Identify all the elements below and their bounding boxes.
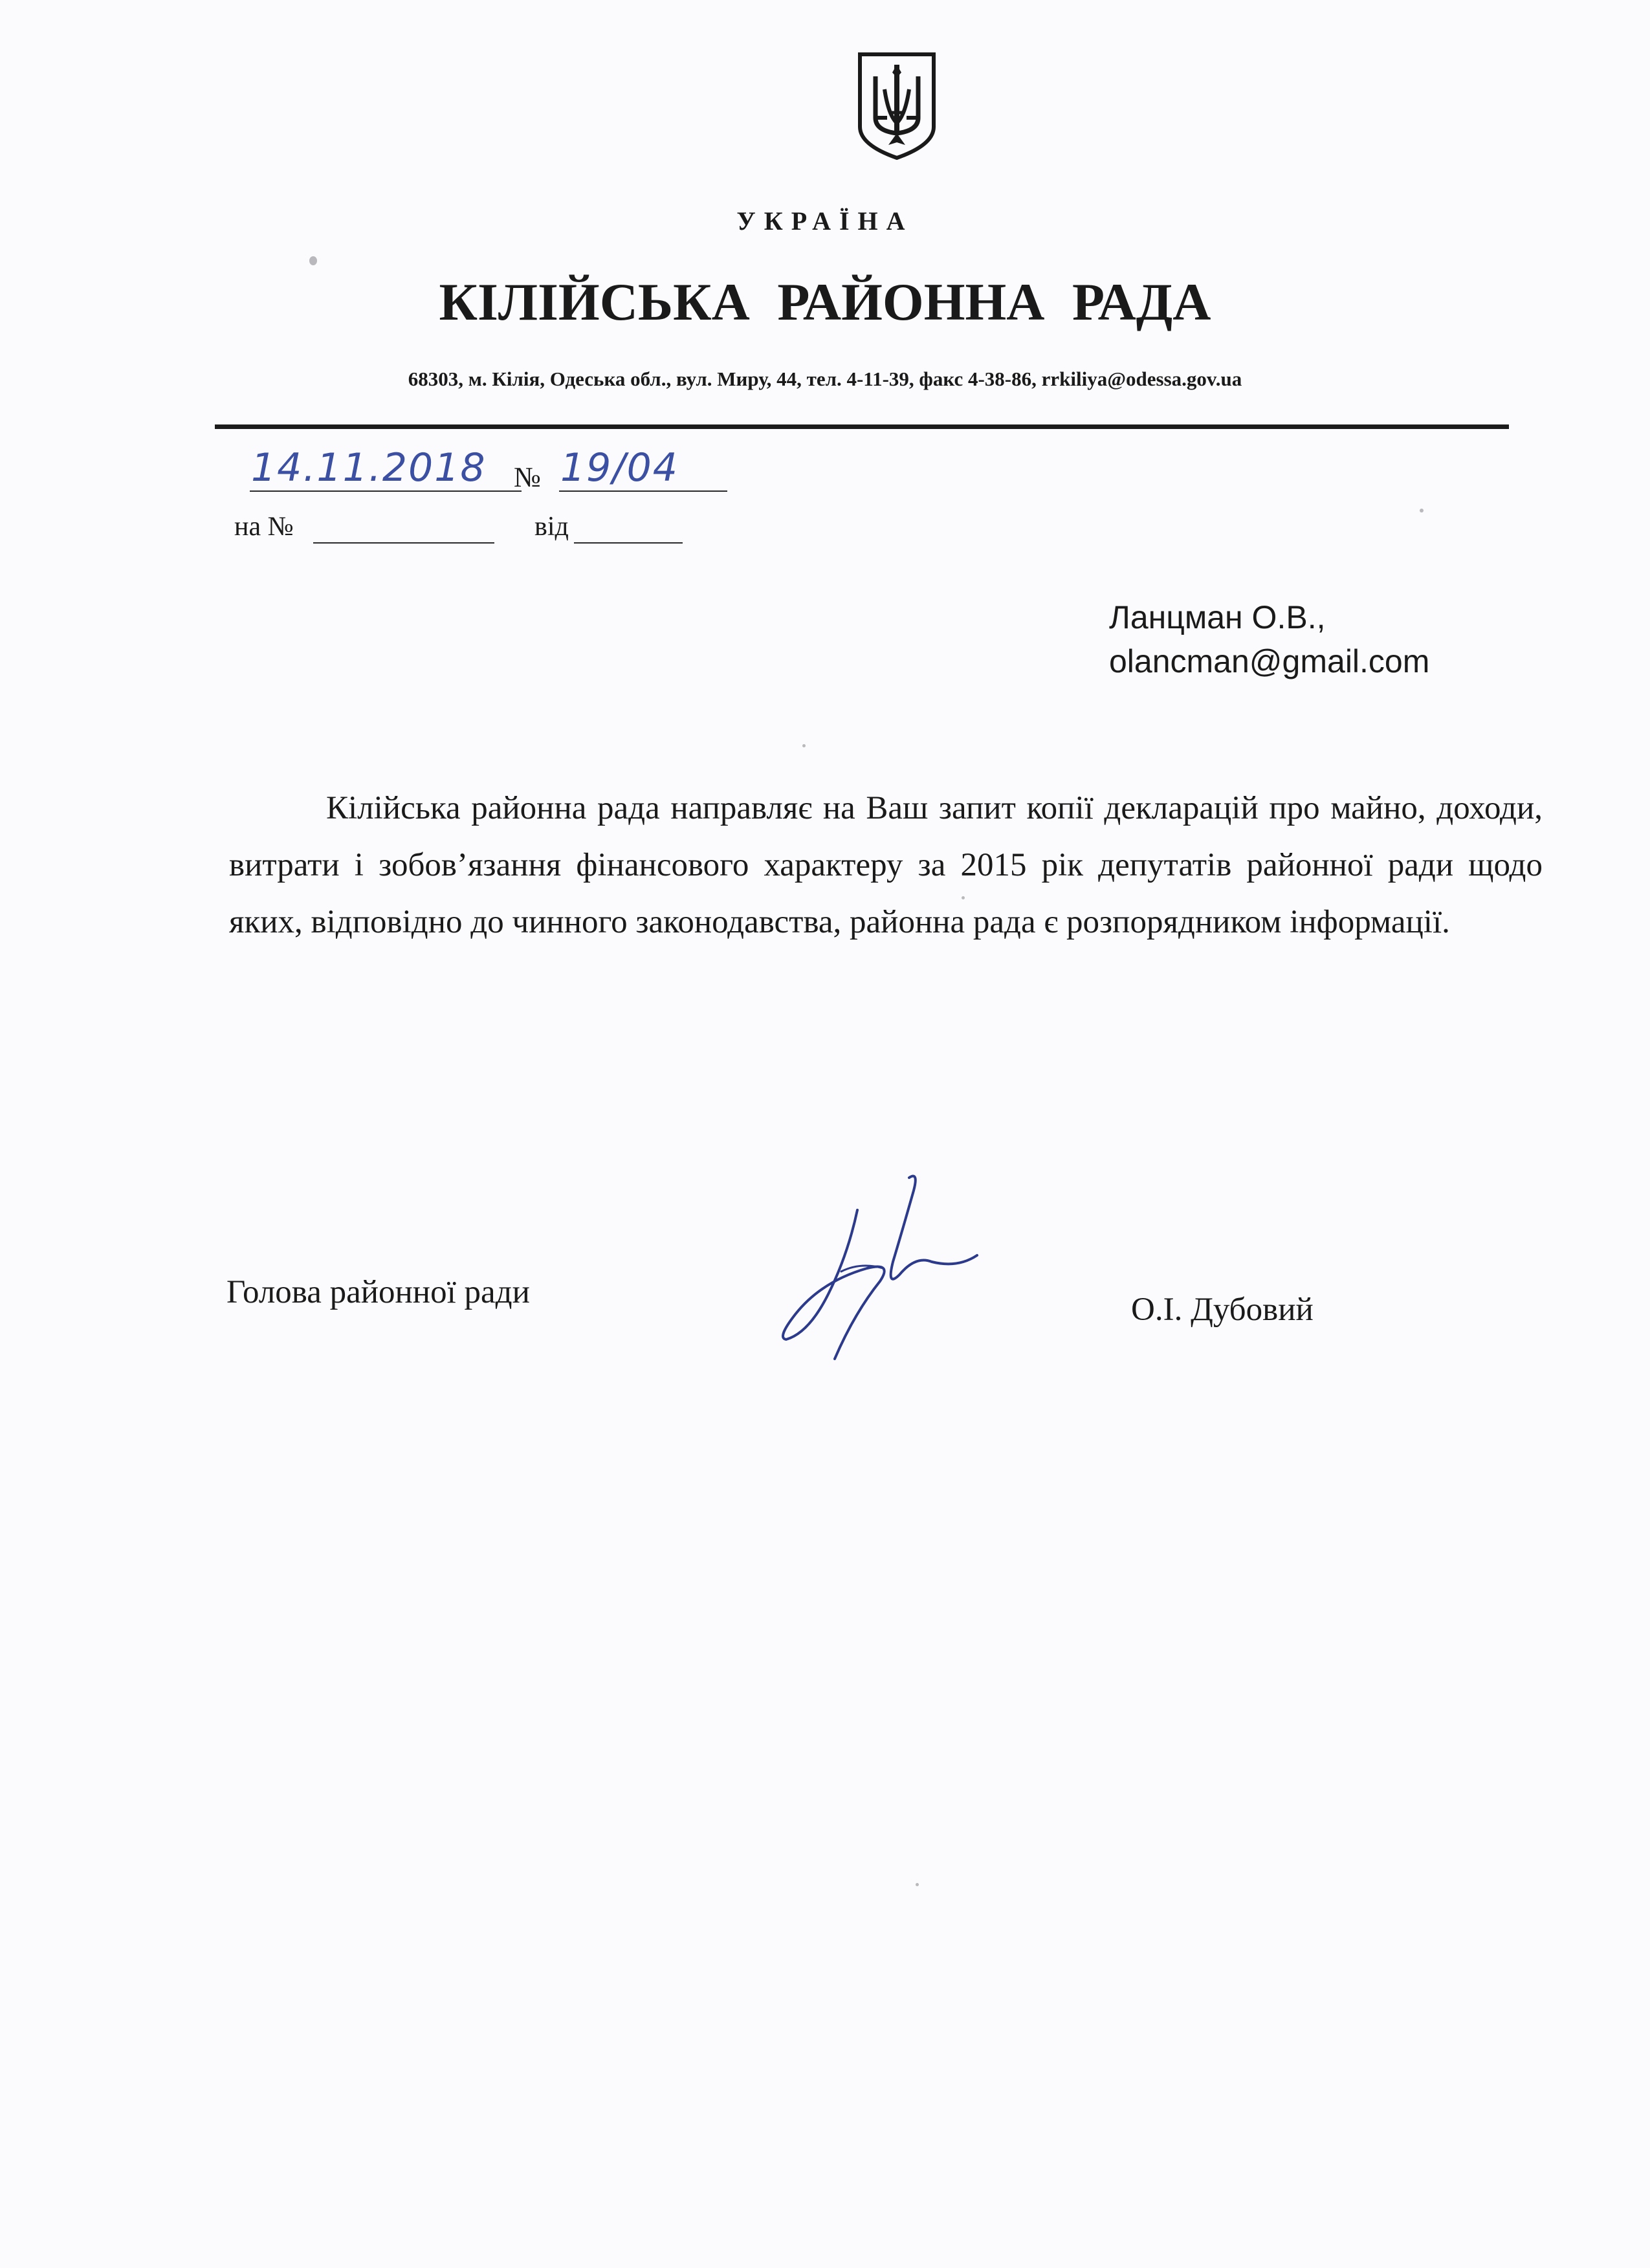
coat-of-arms-icon (856, 50, 938, 162)
header-divider (215, 424, 1509, 429)
outgoing-date: 14.11.2018 (251, 445, 487, 490)
organization-address: 68303, м. Кілія, Одеська обл., вул. Миру, 44, тел. 4-11-39, факс 4-38-86, rrkiliya@odessa.gov.ua (408, 368, 1242, 390)
outgoing-date-underline (250, 490, 522, 492)
handwritten-signature (770, 1165, 1003, 1372)
outgoing-reference (243, 440, 955, 492)
incoming-reference (234, 511, 881, 556)
recipient-block (1109, 595, 1429, 683)
signatory-position: Голова районної ради (226, 1274, 530, 1310)
letter-body: Кілійська районна рада направляє на Ваш запит копії декларацій про майно, доходи, витрати і зобов’язання фінансового характеру за 2015 рік депутатів районної ради щодо яких, відповідно до чинного законодавства, районна рада є розпорядником інформації. (229, 790, 1543, 940)
outgoing-number-label: № (514, 461, 541, 493)
signatory-name: О.І. Дубовий (1131, 1292, 1314, 1328)
organization-title: КІЛІЙСЬКА РАЙОННА РАДА (439, 272, 1211, 331)
country-heading: УКРАЇНА (736, 206, 914, 236)
recipient-email: olancman@gmail.com (1109, 643, 1430, 679)
paper-speck (802, 744, 806, 747)
recipient-name: Ланцман О.В., (1109, 599, 1326, 635)
paper-speck (309, 256, 317, 265)
incoming-date-blank (574, 542, 683, 544)
outgoing-number-underline (559, 490, 727, 492)
paper-speck (962, 896, 965, 899)
outgoing-number: 19/04 (560, 445, 679, 490)
paper-speck (916, 1883, 919, 1886)
incoming-number-label: на № (234, 512, 294, 542)
incoming-date-label: від (534, 512, 569, 542)
paper-speck (1420, 509, 1424, 512)
incoming-number-blank (313, 542, 494, 544)
